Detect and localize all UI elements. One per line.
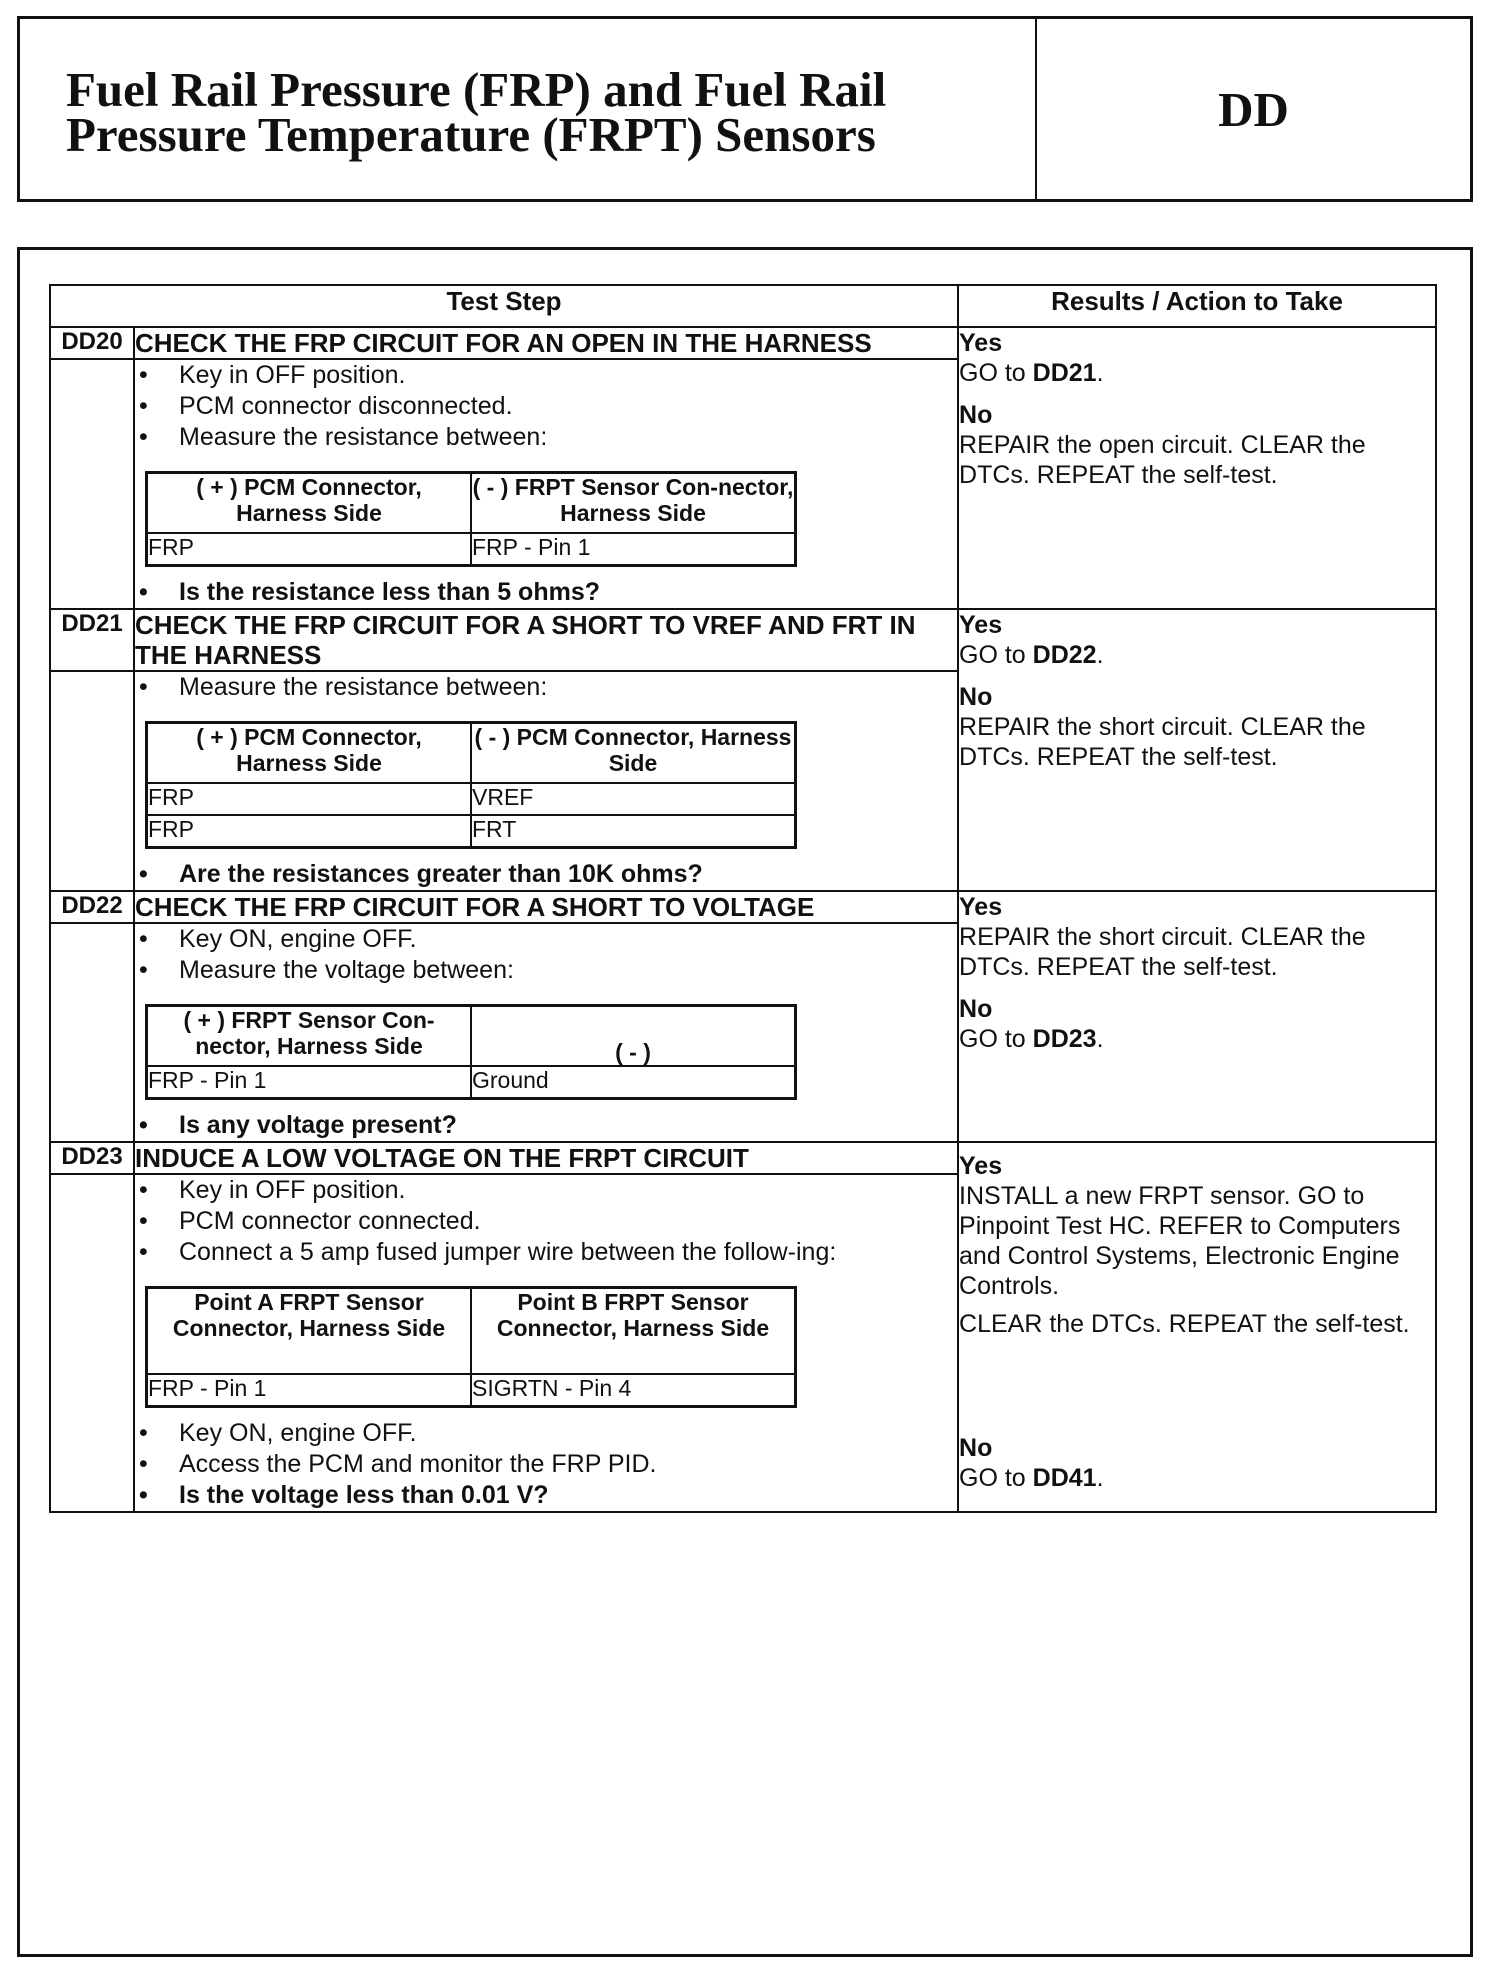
title-box bbox=[17, 16, 1473, 202]
pin-table-header: ( - ) FRPT Sensor Con-nector, Harness Side bbox=[471, 473, 796, 534]
no-label: No bbox=[959, 401, 993, 429]
step-id: DD22 bbox=[50, 891, 134, 923]
pin-table-header: ( + ) PCM Connector, Harness Side bbox=[147, 723, 472, 784]
list-item: • PCM connector connected. bbox=[135, 1206, 957, 1237]
title-line-2: Pressure Temperature (FRPT) Sensors bbox=[66, 107, 876, 162]
pin-table-header: Point A FRPT Sensor Connector, Harness Side bbox=[147, 1288, 472, 1375]
step-dd20-head bbox=[50, 327, 1436, 359]
step-title: CHECK THE FRP CIRCUIT FOR A SHORT TO VREF AND FRT IN THE HARNESS bbox=[134, 609, 958, 671]
pin-table-header: ( + ) FRPT Sensor Con-nector, Harness Side bbox=[147, 1006, 472, 1067]
yes-action: INSTALL a new FRPT sensor. GO to Pinpoint Test HC. REFER to Computers and Control Systems, Electronic Engine Controls. bbox=[959, 1182, 1401, 1300]
list-item: • Is any voltage present? bbox=[135, 1110, 957, 1141]
pin-table bbox=[145, 471, 797, 567]
yes-label: Yes bbox=[959, 893, 1003, 921]
step-id: DD21 bbox=[50, 609, 134, 671]
step-body bbox=[134, 359, 958, 609]
step-result bbox=[958, 891, 1436, 1142]
step-result bbox=[958, 1142, 1436, 1512]
step-result bbox=[958, 327, 1436, 609]
step-dd23-head bbox=[50, 1142, 1436, 1174]
step-id: DD23 bbox=[50, 1142, 134, 1174]
list-item: • Connect a 5 amp fused jumper wire between the follow-ing: bbox=[135, 1237, 957, 1268]
section-code: DD bbox=[1218, 81, 1289, 137]
step-dd21-head bbox=[50, 609, 1436, 671]
pin-table-header: Point B FRPT Sensor Connector, Harness Side bbox=[471, 1288, 796, 1375]
step-result bbox=[958, 609, 1436, 891]
col-test-step: Test Step bbox=[50, 285, 958, 327]
step-title: CHECK THE FRP CIRCUIT FOR AN OPEN IN THE HARNESS bbox=[134, 327, 958, 359]
page-title bbox=[20, 19, 1037, 199]
pin-table bbox=[145, 1004, 797, 1100]
list-item: • Is the voltage less than 0.01 V? bbox=[135, 1480, 957, 1511]
yes-label: Yes bbox=[959, 611, 1003, 639]
table-row: FRP - Pin 1 Ground bbox=[147, 1066, 796, 1099]
no-label: No bbox=[959, 1434, 993, 1462]
col-results: Results / Action to Take bbox=[958, 285, 1436, 327]
list-item: • Measure the resistance between: bbox=[135, 672, 957, 703]
test-step-table bbox=[49, 284, 1437, 1513]
pin-table-header: ( + ) PCM Connector, Harness Side bbox=[147, 473, 472, 534]
list-item: • Key in OFF position. bbox=[135, 360, 957, 391]
list-item: • Is the resistance less than 5 ohms? bbox=[135, 577, 957, 608]
pin-table-header: ( - ) PCM Connector, Harness Side bbox=[471, 723, 796, 784]
list-item: • Measure the resistance between: bbox=[135, 422, 957, 453]
no-action: REPAIR the short circuit. CLEAR the DTCs. REPEAT the self-test. bbox=[959, 713, 1366, 771]
list-item: • Measure the voltage between: bbox=[135, 955, 957, 986]
no-label: No bbox=[959, 995, 993, 1023]
list-item: • Key in OFF position. bbox=[135, 1175, 957, 1206]
pin-table bbox=[145, 721, 797, 849]
yes-action: REPAIR the short circuit. CLEAR the DTCs. REPEAT the self-test. bbox=[959, 923, 1366, 981]
step-body bbox=[134, 1174, 958, 1512]
list-item: • Access the PCM and monitor the FRP PID. bbox=[135, 1449, 957, 1480]
list-item: • Key ON, engine OFF. bbox=[135, 1418, 957, 1449]
no-action: REPAIR the open circuit. CLEAR the DTCs. REPEAT the self-test. bbox=[959, 431, 1366, 489]
yes-label: Yes bbox=[959, 329, 1003, 357]
no-action: GO to DD41. bbox=[959, 1464, 1104, 1492]
table-row: FRP FRT bbox=[147, 815, 796, 848]
step-title: INDUCE A LOW VOLTAGE ON THE FRPT CIRCUIT bbox=[134, 1142, 958, 1174]
table-row: FRP - Pin 1 SIGRTN - Pin 4 bbox=[147, 1374, 796, 1407]
pin-table-header: ( - ) bbox=[471, 1006, 796, 1067]
step-dd22-head bbox=[50, 891, 1436, 923]
step-title: CHECK THE FRP CIRCUIT FOR A SHORT TO VOLTAGE bbox=[134, 891, 958, 923]
yes-action: GO to DD22. bbox=[959, 641, 1104, 669]
no-label: No bbox=[959, 683, 993, 711]
table-header-row bbox=[50, 285, 1436, 327]
list-item: • Key ON, engine OFF. bbox=[135, 924, 957, 955]
list-item: • PCM connector disconnected. bbox=[135, 391, 957, 422]
yes-action: GO to DD21. bbox=[959, 359, 1104, 387]
table-row: FRP FRP - Pin 1 bbox=[147, 533, 796, 566]
step-body bbox=[134, 671, 958, 891]
step-id: DD20 bbox=[50, 327, 134, 359]
step-body bbox=[134, 923, 958, 1142]
no-action: GO to DD23. bbox=[959, 1025, 1104, 1053]
pin-table bbox=[145, 1286, 797, 1408]
title-line-1: Fuel Rail Pressure (FRP) and Fuel Rail bbox=[66, 62, 887, 117]
list-item: • Are the resistances greater than 10K ohms? bbox=[135, 859, 957, 890]
yes-label: Yes bbox=[959, 1152, 1003, 1180]
yes-action-2: CLEAR the DTCs. REPEAT the self-test. bbox=[959, 1310, 1410, 1338]
table-row: FRP VREF bbox=[147, 783, 796, 815]
